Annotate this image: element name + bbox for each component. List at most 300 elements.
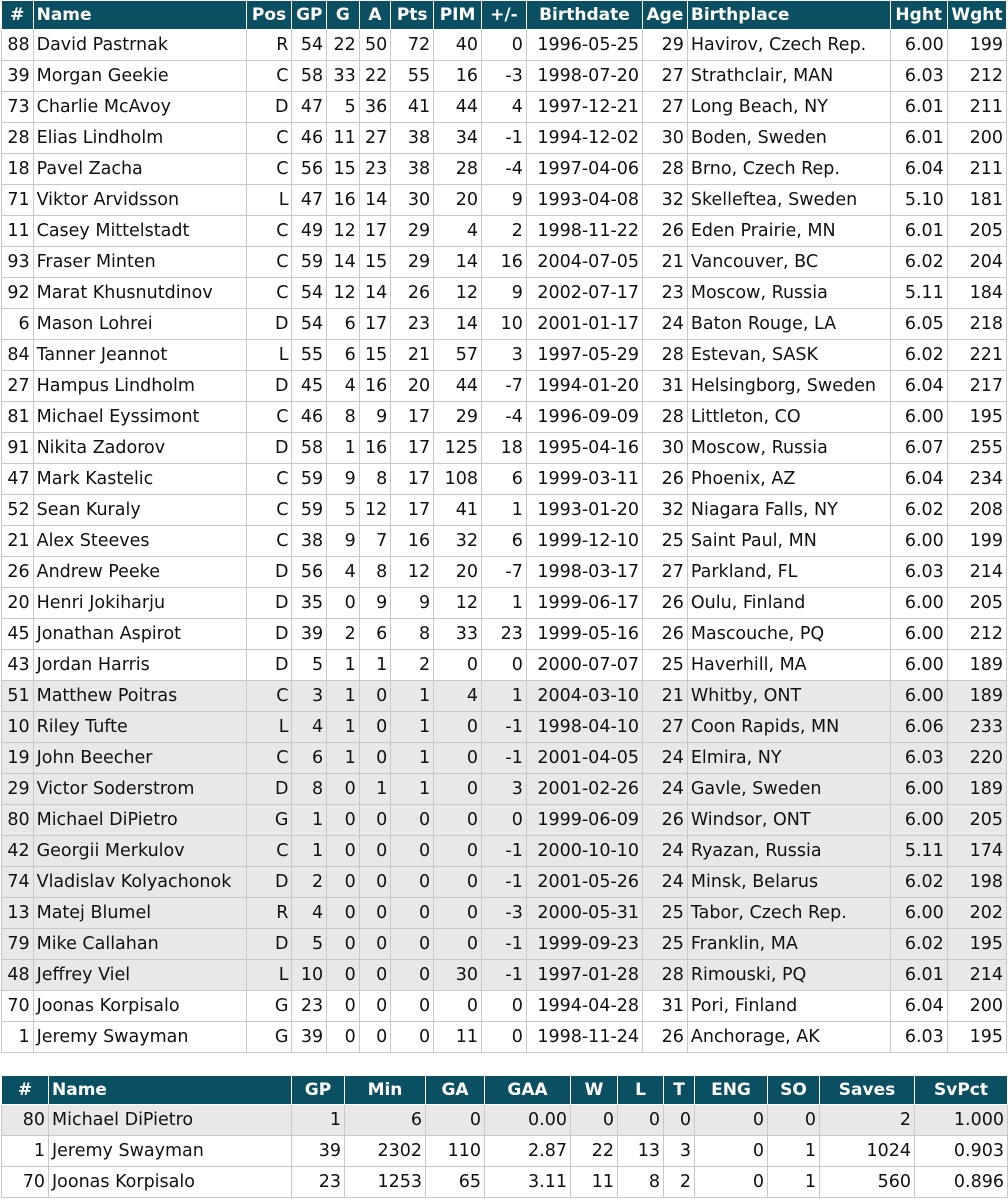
goalie-rows: [2, 1105, 1008, 1198]
cell-birthplace: Boden, Sweden: [687, 123, 890, 154]
cell-height: 6.00: [890, 774, 947, 805]
cell-goals: 14: [327, 247, 360, 278]
col-header-birthplace[interactable]: Birthplace: [687, 1, 890, 30]
cell-number: 73: [2, 92, 34, 123]
cell-points: 29: [391, 216, 434, 247]
cell-position: D: [246, 588, 292, 619]
cell-birthplace: Anchorage, AK: [687, 1022, 890, 1053]
cell-weight: 189: [947, 681, 1006, 712]
cell-name: Jeffrey Viel: [33, 960, 246, 991]
cell-penalty-minutes: 44: [434, 92, 482, 123]
col-header-height[interactable]: Hght: [890, 1, 947, 30]
cell-birthdate: 1994-01-20: [526, 371, 642, 402]
cell-age: 24: [643, 309, 688, 340]
cell-games-played: 59: [292, 464, 327, 495]
skater-row: [2, 247, 1007, 278]
goalie-header-row: [2, 1076, 1008, 1105]
cell-plus-minus: -4: [482, 154, 527, 185]
cell-name: Michael DiPietro: [49, 1105, 292, 1136]
cell-weight: 220: [947, 743, 1006, 774]
cell-penalty-minutes: 125: [434, 433, 482, 464]
cell-birthdate: 2001-01-17: [526, 309, 642, 340]
cell-assists: 0: [359, 805, 391, 836]
cell-goals: 5: [327, 495, 360, 526]
cell-points: 55: [391, 61, 434, 92]
cell-height: 6.00: [890, 526, 947, 557]
cell-weight: 195: [947, 402, 1006, 433]
cell-birthdate: 1999-03-11: [526, 464, 642, 495]
col-header-goals[interactable]: G: [327, 1, 360, 30]
cell-assists: 14: [359, 185, 391, 216]
cell-name: Hampus Lindholm: [33, 371, 246, 402]
cell-plus-minus: -1: [482, 867, 527, 898]
cell-plus-minus: -1: [482, 712, 527, 743]
cell-height: 6.02: [890, 867, 947, 898]
cell-height: 6.01: [890, 123, 947, 154]
cell-points: 29: [391, 247, 434, 278]
cell-goals: 4: [327, 557, 360, 588]
cell-birthdate: 2001-05-26: [526, 867, 642, 898]
cell-assists: 0: [359, 867, 391, 898]
cell-weight: 208: [947, 495, 1006, 526]
cell-assists: 8: [359, 557, 391, 588]
cell-weight: 200: [947, 123, 1006, 154]
skater-row: [2, 774, 1007, 805]
skater-row: [2, 216, 1007, 247]
cell-age: 24: [643, 867, 688, 898]
cell-age: 26: [643, 588, 688, 619]
cell-number: 21: [2, 526, 34, 557]
cell-number: 47: [2, 464, 34, 495]
cell-birthdate: 2004-07-05: [526, 247, 642, 278]
cell-games-played: 23: [292, 1167, 345, 1198]
cell-birthdate: 1997-01-28: [526, 960, 642, 991]
cell-number: 39: [2, 61, 34, 92]
goalie-col-header-name[interactable]: Name: [49, 1076, 292, 1105]
cell-games-played: 4: [292, 712, 327, 743]
cell-name: Jordan Harris: [33, 650, 246, 681]
cell-birthdate: 1997-04-06: [526, 154, 642, 185]
cell-birthplace: Ryazan, Russia: [687, 836, 890, 867]
cell-save-pct: 1.000: [915, 1105, 1008, 1136]
cell-position: G: [246, 991, 292, 1022]
cell-birthdate: 1998-11-24: [526, 1022, 642, 1053]
cell-position: D: [246, 371, 292, 402]
cell-birthdate: 1993-01-20: [526, 495, 642, 526]
cell-goals: 6: [327, 309, 360, 340]
cell-plus-minus: 10: [482, 309, 527, 340]
col-header-penalty-minutes[interactable]: PIM: [434, 1, 482, 30]
cell-goals: 6: [327, 340, 360, 371]
cell-name: Mark Kastelic: [33, 464, 246, 495]
cell-age: 30: [643, 123, 688, 154]
cell-number: 91: [2, 433, 34, 464]
cell-minutes: 6: [345, 1105, 426, 1136]
cell-height: 6.02: [890, 247, 947, 278]
cell-games-played: 23: [292, 991, 327, 1022]
cell-birthplace: Moscow, Russia: [687, 278, 890, 309]
cell-losses: 13: [618, 1136, 664, 1167]
cell-name: Charlie McAvoy: [33, 92, 246, 123]
cell-name: Jeremy Swayman: [49, 1136, 292, 1167]
cell-birthplace: Whitby, ONT: [687, 681, 890, 712]
col-header-points[interactable]: Pts: [391, 1, 434, 30]
cell-position: G: [246, 805, 292, 836]
cell-birthdate: 1996-09-09: [526, 402, 642, 433]
cell-number: 18: [2, 154, 34, 185]
cell-plus-minus: 3: [482, 774, 527, 805]
cell-birthplace: Phoenix, AZ: [687, 464, 890, 495]
cell-height: 6.06: [890, 712, 947, 743]
cell-assists: 1: [359, 650, 391, 681]
cell-points: 38: [391, 154, 434, 185]
cell-age: 25: [643, 526, 688, 557]
cell-ties: 3: [664, 1136, 695, 1167]
cell-minutes: 1253: [345, 1167, 426, 1198]
cell-height: 6.00: [890, 619, 947, 650]
cell-position: C: [246, 743, 292, 774]
cell-goals: 0: [327, 960, 360, 991]
cell-height: 6.04: [890, 991, 947, 1022]
cell-weight: 217: [947, 371, 1006, 402]
cell-points: 0: [391, 929, 434, 960]
skater-row: [2, 464, 1007, 495]
cell-points: 2: [391, 650, 434, 681]
cell-wins: 22: [571, 1136, 618, 1167]
cell-birthdate: 1997-05-29: [526, 340, 642, 371]
goalie-col-header-empty-net-goals[interactable]: ENG: [695, 1076, 768, 1105]
cell-number: 80: [2, 1105, 49, 1136]
skater-row: [2, 278, 1007, 309]
goalie-col-header-minutes[interactable]: Min: [345, 1076, 426, 1105]
goalie-col-header-games-played[interactable]: GP: [292, 1076, 345, 1105]
col-header-assists[interactable]: A: [359, 1, 391, 30]
cell-age: 21: [643, 681, 688, 712]
cell-position: R: [246, 898, 292, 929]
cell-weight: 218: [947, 309, 1006, 340]
cell-name: Andrew Peeke: [33, 557, 246, 588]
cell-birthplace: Baton Rouge, LA: [687, 309, 890, 340]
cell-points: 0: [391, 1022, 434, 1053]
goalie-col-header-shutouts[interactable]: SO: [768, 1076, 820, 1105]
cell-assists: 0: [359, 929, 391, 960]
skater-stats-table: [1, 0, 1007, 1053]
cell-birthdate: 2000-10-10: [526, 836, 642, 867]
cell-goals: 1: [327, 681, 360, 712]
cell-birthdate: 1998-11-22: [526, 216, 642, 247]
cell-penalty-minutes: 0: [434, 836, 482, 867]
cell-points: 8: [391, 619, 434, 650]
skater-row: [2, 650, 1007, 681]
cell-age: 32: [643, 185, 688, 216]
cell-goals: 0: [327, 805, 360, 836]
cell-number: 71: [2, 185, 34, 216]
col-header-position[interactable]: Pos: [246, 1, 292, 30]
cell-number: 27: [2, 371, 34, 402]
cell-name: Henri Jokiharju: [33, 588, 246, 619]
cell-name: Elias Lindholm: [33, 123, 246, 154]
cell-age: 23: [643, 278, 688, 309]
goalie-col-header-gaa[interactable]: GAA: [485, 1076, 571, 1105]
cell-birthdate: 1999-06-09: [526, 805, 642, 836]
cell-name: Joonas Korpisalo: [33, 991, 246, 1022]
cell-points: 9: [391, 588, 434, 619]
cell-birthplace: Vancouver, BC: [687, 247, 890, 278]
cell-goals: 5: [327, 92, 360, 123]
cell-assists: 14: [359, 278, 391, 309]
cell-age: 28: [643, 960, 688, 991]
cell-games-played: 39: [292, 619, 327, 650]
cell-number: 29: [2, 774, 34, 805]
cell-age: 25: [643, 650, 688, 681]
cell-games-played: 4: [292, 898, 327, 929]
skater-row: [2, 30, 1007, 61]
cell-shutouts: 0: [768, 1105, 820, 1136]
skater-row: [2, 526, 1007, 557]
goalie-col-header-ties[interactable]: T: [664, 1076, 695, 1105]
cell-assists: 36: [359, 92, 391, 123]
cell-position: C: [246, 247, 292, 278]
col-header-age[interactable]: Age: [643, 1, 688, 30]
cell-birthplace: Helsingborg, Sweden: [687, 371, 890, 402]
cell-position: C: [246, 154, 292, 185]
cell-age: 28: [643, 340, 688, 371]
skater-row: [2, 433, 1007, 464]
cell-birthdate: 1998-07-20: [526, 61, 642, 92]
cell-weight: 212: [947, 61, 1006, 92]
cell-height: 5.10: [890, 185, 947, 216]
cell-height: 6.04: [890, 464, 947, 495]
cell-weight: 199: [947, 30, 1006, 61]
cell-birthdate: 1994-12-02: [526, 123, 642, 154]
cell-penalty-minutes: 0: [434, 712, 482, 743]
cell-height: 6.01: [890, 960, 947, 991]
cell-number: 10: [2, 712, 34, 743]
cell-losses: 8: [618, 1167, 664, 1198]
cell-goals: 0: [327, 1022, 360, 1053]
cell-birthdate: 1999-12-10: [526, 526, 642, 557]
cell-number: 52: [2, 495, 34, 526]
cell-position: D: [246, 774, 292, 805]
cell-games-played: 49: [292, 216, 327, 247]
skater-row: [2, 154, 1007, 185]
cell-position: D: [246, 92, 292, 123]
cell-number: 70: [2, 1167, 49, 1198]
goalie-col-header-wins[interactable]: W: [571, 1076, 618, 1105]
cell-number: 19: [2, 743, 34, 774]
cell-name: Morgan Geekie: [33, 61, 246, 92]
cell-games-played: 5: [292, 929, 327, 960]
cell-number: 1: [2, 1022, 34, 1053]
cell-number: 48: [2, 960, 34, 991]
cell-points: 26: [391, 278, 434, 309]
cell-position: L: [246, 185, 292, 216]
cell-plus-minus: 9: [482, 185, 527, 216]
cell-birthdate: 1993-04-08: [526, 185, 642, 216]
cell-height: 6.00: [890, 402, 947, 433]
skater-row: [2, 619, 1007, 650]
cell-plus-minus: -3: [482, 61, 527, 92]
cell-assists: 0: [359, 681, 391, 712]
cell-games-played: 46: [292, 123, 327, 154]
cell-height: 6.03: [890, 557, 947, 588]
cell-age: 31: [643, 371, 688, 402]
cell-name: John Beecher: [33, 743, 246, 774]
cell-number: 80: [2, 805, 34, 836]
cell-age: 26: [643, 619, 688, 650]
cell-name: Nikita Zadorov: [33, 433, 246, 464]
cell-assists: 0: [359, 991, 391, 1022]
cell-goals: 9: [327, 526, 360, 557]
col-header-weight[interactable]: Wght: [947, 1, 1006, 30]
cell-number: 43: [2, 650, 34, 681]
cell-birthplace: Niagara Falls, NY: [687, 495, 890, 526]
col-header-number[interactable]: #: [2, 1, 34, 30]
cell-position: C: [246, 278, 292, 309]
cell-plus-minus: 6: [482, 464, 527, 495]
cell-goals-against: 65: [426, 1167, 485, 1198]
col-header-plus-minus[interactable]: +/-: [482, 1, 527, 30]
cell-position: C: [246, 216, 292, 247]
cell-weight: 202: [947, 898, 1006, 929]
cell-plus-minus: 1: [482, 495, 527, 526]
cell-position: C: [246, 464, 292, 495]
skater-row: [2, 340, 1007, 371]
cell-position: L: [246, 960, 292, 991]
cell-penalty-minutes: 108: [434, 464, 482, 495]
cell-penalty-minutes: 44: [434, 371, 482, 402]
skater-row: [2, 836, 1007, 867]
cell-goals-against: 0: [426, 1105, 485, 1136]
cell-height: 6.04: [890, 154, 947, 185]
cell-plus-minus: -3: [482, 898, 527, 929]
cell-name: Riley Tufte: [33, 712, 246, 743]
cell-games-played: 59: [292, 247, 327, 278]
cell-shutouts: 1: [768, 1167, 820, 1198]
cell-height: 6.03: [890, 61, 947, 92]
cell-points: 12: [391, 557, 434, 588]
cell-age: 32: [643, 495, 688, 526]
cell-name: Jonathan Aspirot: [33, 619, 246, 650]
cell-assists: 1: [359, 774, 391, 805]
cell-penalty-minutes: 12: [434, 588, 482, 619]
cell-age: 27: [643, 712, 688, 743]
cell-height: 6.02: [890, 929, 947, 960]
cell-birthplace: Coon Rapids, MN: [687, 712, 890, 743]
skater-row: [2, 712, 1007, 743]
cell-assists: 15: [359, 247, 391, 278]
cell-games-played: 47: [292, 185, 327, 216]
cell-birthplace: Moscow, Russia: [687, 433, 890, 464]
cell-position: L: [246, 712, 292, 743]
cell-assists: 7: [359, 526, 391, 557]
cell-points: 0: [391, 867, 434, 898]
cell-assists: 9: [359, 588, 391, 619]
cell-name: Georgii Merkulov: [33, 836, 246, 867]
cell-goals: 1: [327, 650, 360, 681]
col-header-birthdate[interactable]: Birthdate: [526, 1, 642, 30]
skater-row: [2, 743, 1007, 774]
goalie-col-header-saves[interactable]: Saves: [820, 1076, 915, 1105]
cell-name: Matej Blumel: [33, 898, 246, 929]
cell-weight: 221: [947, 340, 1006, 371]
col-header-name[interactable]: Name: [33, 1, 246, 30]
cell-weight: 195: [947, 929, 1006, 960]
cell-birthdate: 1995-04-16: [526, 433, 642, 464]
cell-height: 5.11: [890, 278, 947, 309]
goalie-col-header-goals-against[interactable]: GA: [426, 1076, 485, 1105]
cell-plus-minus: -4: [482, 402, 527, 433]
cell-minutes: 2302: [345, 1136, 426, 1167]
cell-name: David Pastrnak: [33, 30, 246, 61]
cell-weight: 174: [947, 836, 1006, 867]
cell-number: 42: [2, 836, 34, 867]
cell-games-played: 58: [292, 433, 327, 464]
cell-saves: 2: [820, 1105, 915, 1136]
goalie-col-header-losses[interactable]: L: [618, 1076, 664, 1105]
cell-age: 26: [643, 1022, 688, 1053]
col-header-games-played[interactable]: GP: [292, 1, 327, 30]
cell-games-played: 58: [292, 61, 327, 92]
cell-goals: 12: [327, 278, 360, 309]
cell-games-played: 10: [292, 960, 327, 991]
cell-number: 93: [2, 247, 34, 278]
cell-points: 1: [391, 743, 434, 774]
cell-position: C: [246, 61, 292, 92]
cell-saves: 1024: [820, 1136, 915, 1167]
cell-points: 30: [391, 185, 434, 216]
cell-assists: 9: [359, 402, 391, 433]
cell-birthplace: Strathclair, MAN: [687, 61, 890, 92]
cell-penalty-minutes: 41: [434, 495, 482, 526]
cell-points: 0: [391, 898, 434, 929]
skater-row: [2, 92, 1007, 123]
cell-points: 23: [391, 309, 434, 340]
cell-weight: 214: [947, 557, 1006, 588]
cell-weight: 189: [947, 650, 1006, 681]
cell-height: 6.00: [890, 805, 947, 836]
skater-header-row: [2, 1, 1007, 30]
cell-birthdate: 2004-03-10: [526, 681, 642, 712]
cell-birthdate: 2001-04-05: [526, 743, 642, 774]
cell-birthdate: 1997-12-21: [526, 92, 642, 123]
cell-weight: 205: [947, 588, 1006, 619]
cell-name: Fraser Minten: [33, 247, 246, 278]
cell-position: D: [246, 619, 292, 650]
cell-birthdate: 2000-05-31: [526, 898, 642, 929]
cell-weight: 199: [947, 526, 1006, 557]
cell-points: 72: [391, 30, 434, 61]
cell-height: 6.03: [890, 743, 947, 774]
cell-plus-minus: -1: [482, 743, 527, 774]
cell-birthplace: Skelleftea, Sweden: [687, 185, 890, 216]
cell-position: D: [246, 433, 292, 464]
cell-height: 6.04: [890, 371, 947, 402]
cell-weight: 181: [947, 185, 1006, 216]
cell-penalty-minutes: 0: [434, 898, 482, 929]
goalie-col-header-number[interactable]: #: [2, 1076, 49, 1105]
cell-position: C: [246, 402, 292, 433]
goalie-col-header-save-pct[interactable]: SvPct: [915, 1076, 1008, 1105]
cell-weight: 212: [947, 619, 1006, 650]
cell-position: C: [246, 495, 292, 526]
skater-row: [2, 929, 1007, 960]
cell-penalty-minutes: 29: [434, 402, 482, 433]
cell-penalty-minutes: 30: [434, 960, 482, 991]
cell-penalty-minutes: 0: [434, 991, 482, 1022]
cell-name: Victor Soderstrom: [33, 774, 246, 805]
cell-plus-minus: 1: [482, 588, 527, 619]
